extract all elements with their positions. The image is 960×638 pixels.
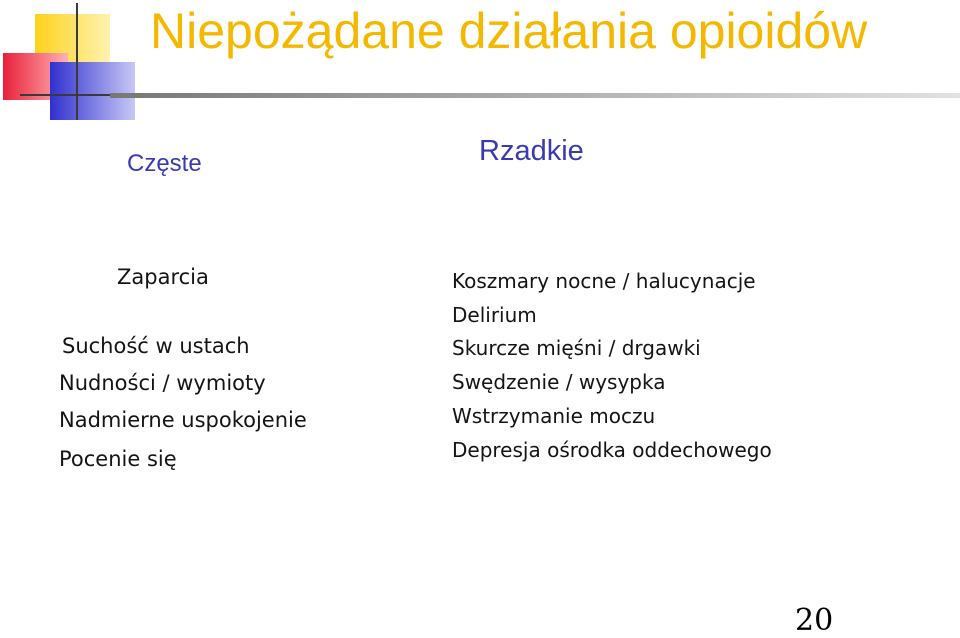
- logo-blue-square: [50, 62, 135, 120]
- common-heading: Częste: [127, 150, 202, 177]
- common-item: Suchość w ustach: [62, 334, 250, 358]
- rare-item: Skurcze mięśni / drgawki: [452, 336, 701, 361]
- rare-heading: Rzadkie: [479, 135, 584, 167]
- page-number: 20: [795, 603, 834, 638]
- title-underline: [110, 93, 960, 98]
- common-item: Pocenie się: [59, 447, 177, 471]
- common-item: Nudności / wymioty: [59, 371, 266, 395]
- rare-list: [452, 265, 772, 467]
- decorative-logo: [0, 0, 140, 125]
- rare-item: Swędzenie / wysypka: [452, 370, 666, 395]
- rare-item: Wstrzymanie moczu: [452, 403, 656, 428]
- rare-item: Depresja ośrodka oddechowego: [452, 437, 772, 462]
- slide-title: Niepożądane działania opioidów: [150, 3, 868, 59]
- common-item: Zaparcia: [117, 265, 209, 289]
- rare-item: Delirium: [452, 302, 537, 327]
- rare-item: Koszmary nocne / halucynacje: [452, 269, 756, 293]
- common-item: Nadmierne uspokojenie: [59, 408, 307, 432]
